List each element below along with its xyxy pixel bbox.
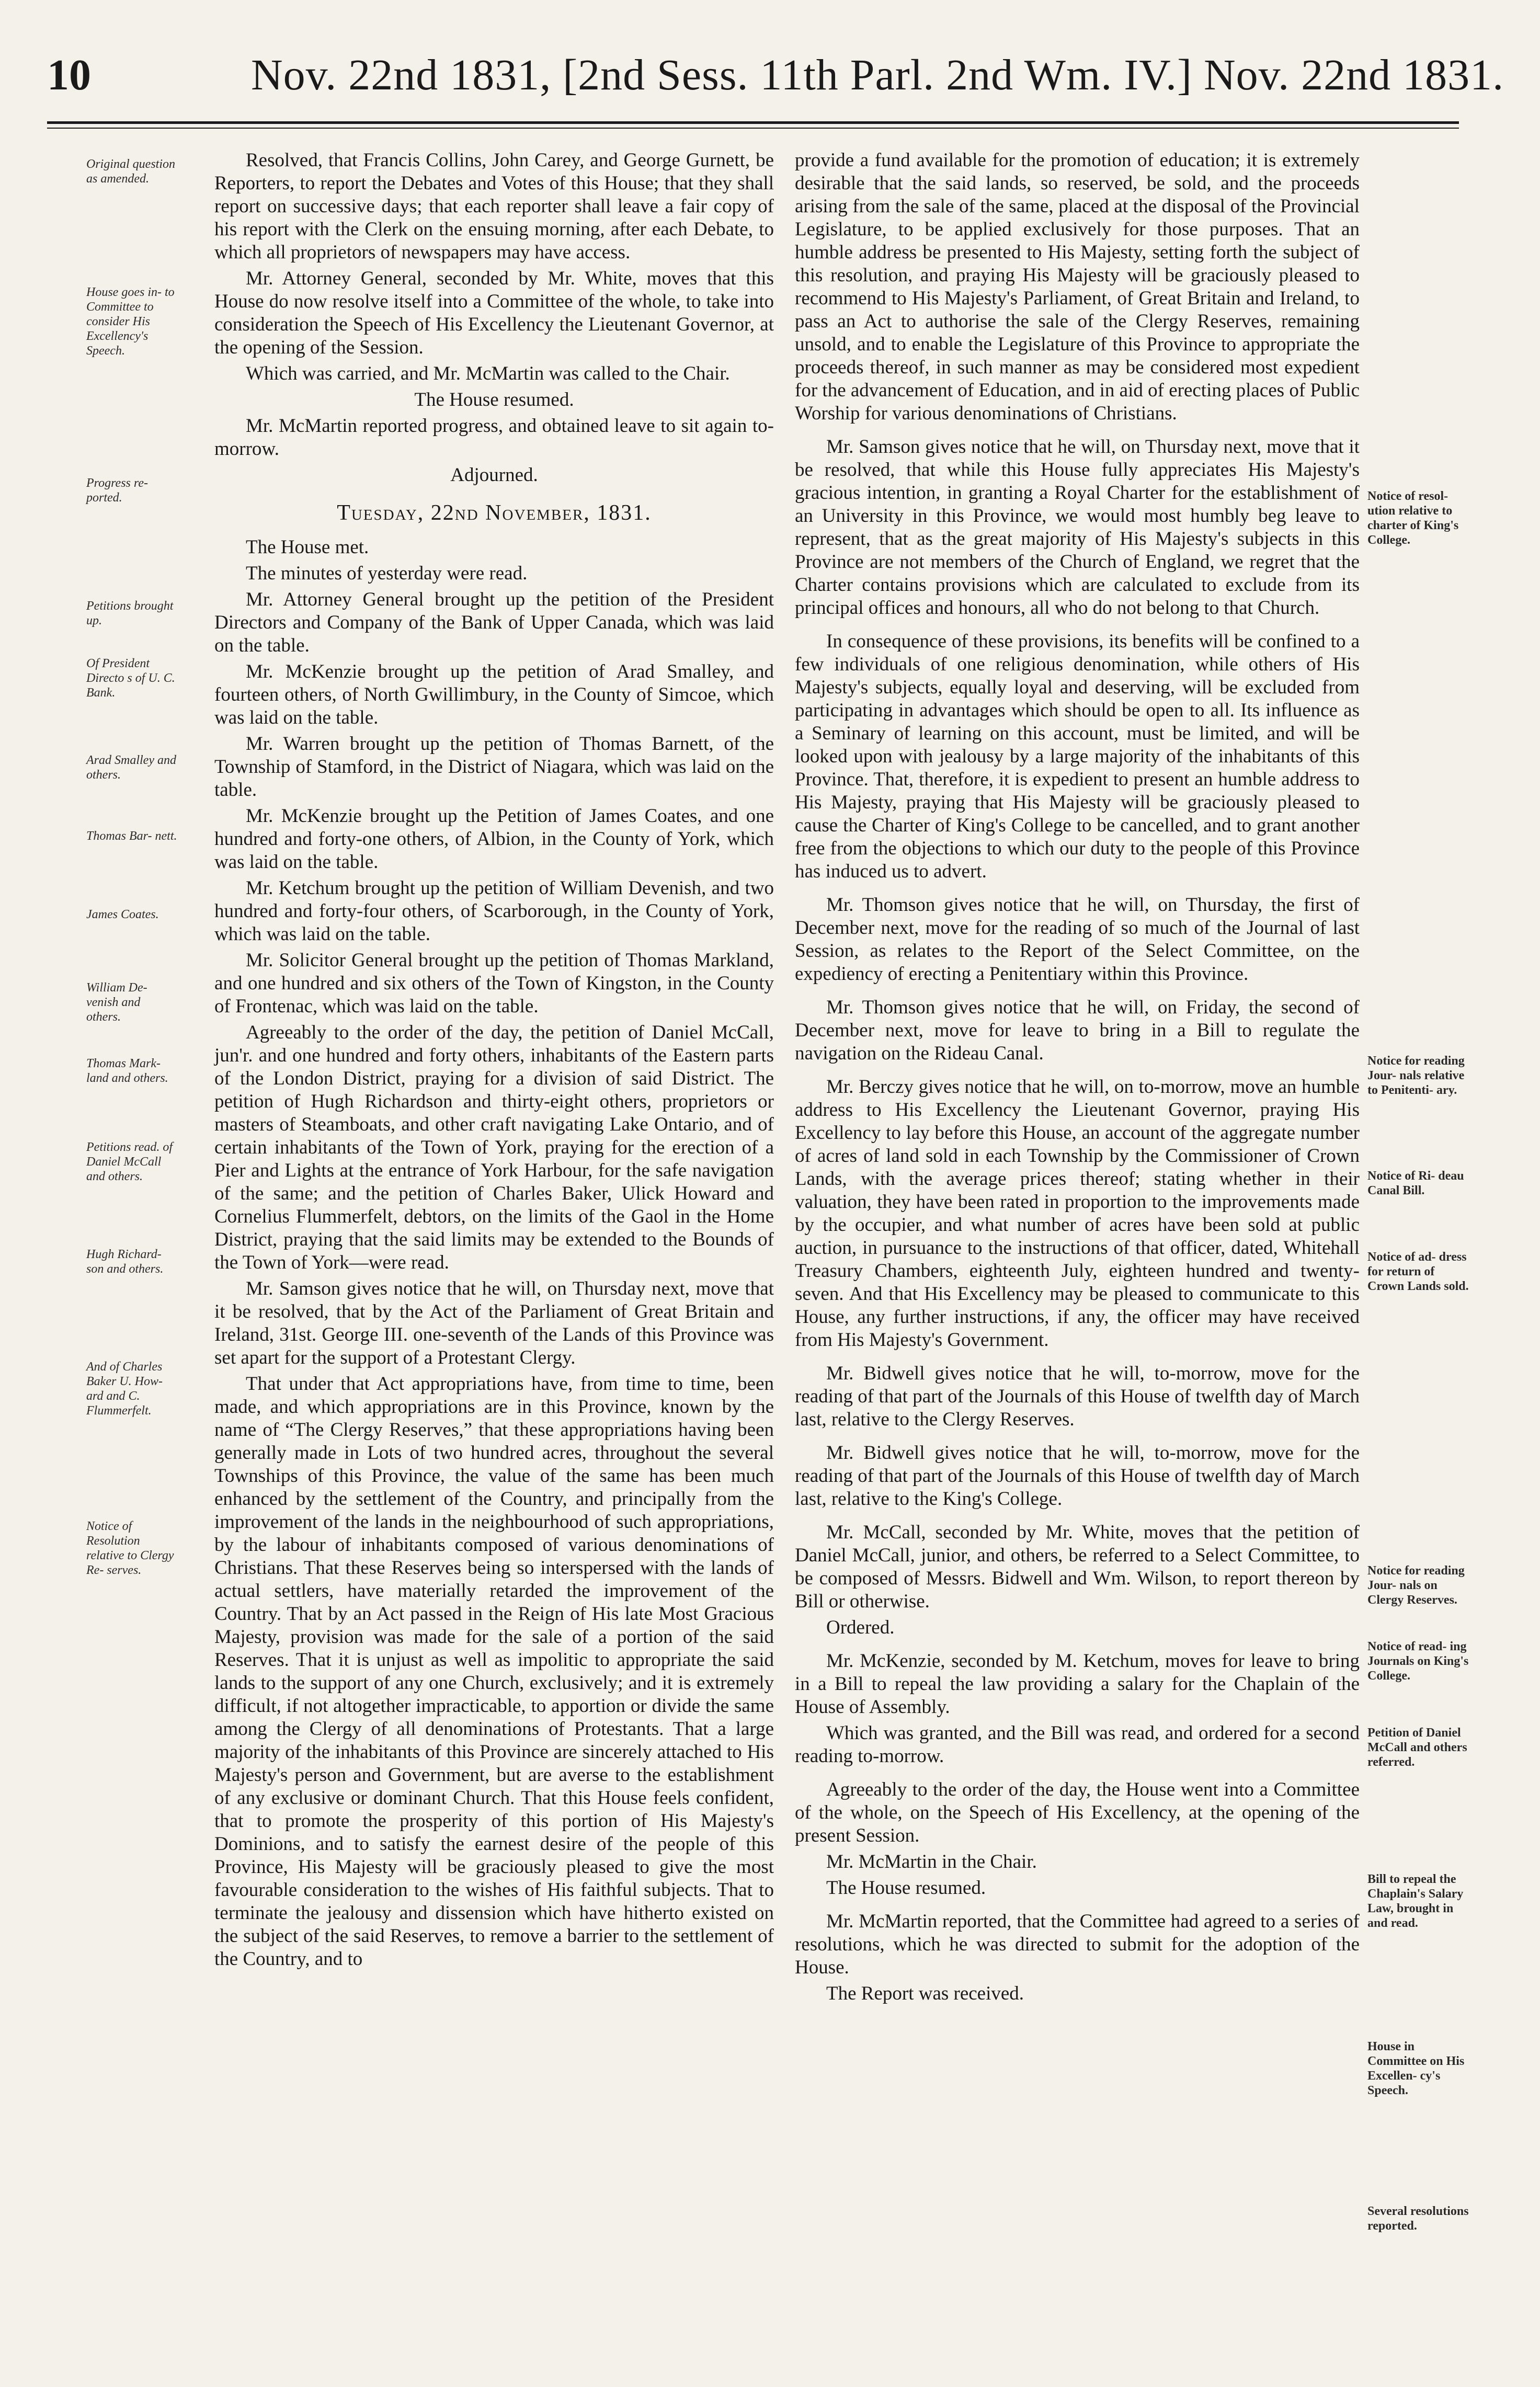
margin-note: Notice for reading Jour- nals on Clergy Reserves. bbox=[1367, 1564, 1465, 1607]
paragraph: Mr. Warren brought up the petition of Thomas Barnett, of the Township of Stamford, in the District of Niagara, which was laid on the table. bbox=[214, 733, 774, 801]
margin-note: Petitions read. of Daniel McCall and others. bbox=[86, 1140, 173, 1183]
paragraph: Mr. McMartin reported progress, and obtained leave to sit again to-morrow. bbox=[214, 415, 774, 460]
paragraph: Resolved, that Francis Collins, John Carey, and George Gurnett, be Reporters, to report the Debates and Votes of this House; that they shall report on successive days; that each reporter shall leave a fair copy of his report with the Clerk on the ensuing morning, after each Debate, to which all proprietors of newspapers may have access. bbox=[214, 150, 774, 263]
paragraph: Which was carried, and Mr. McMartin was called to the Chair. bbox=[246, 363, 730, 384]
margin-note: Notice of read- ing Journals on King's College. bbox=[1367, 1640, 1469, 1683]
paragraph: Ordered. bbox=[826, 1617, 895, 1638]
paragraph: The Report was received. bbox=[826, 1983, 1024, 2004]
margin-note: William De- venish and others. bbox=[86, 981, 147, 1024]
margin-note: Bill to repeal the Chaplain's Salary Law, brought in and read. bbox=[1367, 1872, 1464, 1930]
margin-note: Thomas Bar- nett. bbox=[86, 829, 177, 843]
paragraph: In consequence of these provisions, its benefits will be confined to a few individuals of one religious denomination, while others of His Majesty's subjects, equally loyal and deserving, will be excluded from participating in advantages which should be open to all. Its influence as a Seminary of learning on this account, must be limited, and will be looked upon with jealousy by a large majority of the inhabitants of this Province. That, therefore, it is expedient to present an humble address to His Majesty, praying that His Majesty will be graciously pleased to cause the Charter of King's College to be cancelled, and to grant another free from the objections to which our duty to the people of this Province has induced us to advert. bbox=[795, 631, 1360, 882]
margin-note: Thomas Mark- land and others. bbox=[86, 1057, 168, 1085]
paragraph: Adjourned. bbox=[450, 464, 538, 486]
paragraph: Agreeably to the order of the day, the petition of Daniel McCall, jun'r. and one hundred and forty others, inhabitants of the Eastern parts of the London District, praying for a division of said District. The petition of Hugh Richardson and thirty-eight others, proprietors or masters of Steamboats, and other craft navigating Lake Ontario, and of certain inhabitants of the Town of York, praying for the erection of a Pier and Lights at the entrance of York Harbour, for the safe navigation of the same; and the petition of Charles Baker, Ulick Howard and Cornelius Flummerfelt, debtors, on the limits of the Gaol in the Home District, praying that the said limits may be extended to the Bounds of the Town of York—were read. bbox=[214, 1022, 774, 1273]
header-rule-thin bbox=[47, 128, 1459, 129]
margin-note: House goes in- to Committee to consider His Excellency's Speech. bbox=[86, 285, 175, 358]
paragraph: Mr. McMartin reported, that the Committee had agreed to a series of resolutions, which he was directed to submit for the adoption of the House. bbox=[795, 1911, 1360, 1978]
margin-note: Original question as amended. bbox=[86, 157, 176, 186]
paragraph: Mr. Thomson gives notice that he will, on Thursday, the first of December next, move for the reading of so much of the Journal of last Session, as relates to the Report of the Select Committee, on the expediency of erecting a Penitentiary within this Province. bbox=[795, 894, 1360, 985]
paragraph: Mr. Ketchum brought up the petition of William Devenish, and two hundred and forty-four others, of Scarborough, in the County of York, which was laid on the table. bbox=[214, 877, 774, 945]
page-number: 10 bbox=[47, 51, 91, 99]
margin-note: Arad Smalley and others. bbox=[86, 753, 176, 782]
header-rule bbox=[47, 121, 1459, 124]
margin-note: Notice of resol- ution relative to charter of King's College. bbox=[1367, 489, 1459, 547]
margin-note: Of President Directo s of U. C. Bank. bbox=[86, 657, 175, 700]
paragraph: The House resumed. bbox=[826, 1877, 986, 1899]
running-title: Nov. 22nd 1831, [2nd Sess. 11th Parl. 2nd Wm. IV.] Nov. 22nd 1831. bbox=[251, 51, 1504, 99]
left-column bbox=[214, 149, 774, 1974]
margin-note: Petitions brought up. bbox=[86, 599, 174, 627]
paragraph: Mr. McMartin in the Chair. bbox=[826, 1851, 1037, 1872]
paragraph: Mr. Samson gives notice that he will, on Thursday next, move that it be resolved, that by the Act of the Parliament of Great Britain and Ireland, 31st. George III. one-seventh of the Lands of this Province was set apart for the support of a Protestant Clergy. bbox=[214, 1278, 774, 1368]
margin-note: And of Charles Baker U. How- ard and C. Flummerfelt. bbox=[86, 1360, 163, 1418]
right-column bbox=[795, 149, 1360, 2008]
paragraph: Mr. Berczy gives notice that he will, on to-morrow, move an humble address to His Excellency the Lieutenant Governor, praying His Excellency to lay before this House, an account of the aggregate number of acres of land sold in each Township by the Commissioner of Crown Lands, with the average prices thereof; stating whether in their valuation, they have been rated in proportion to the improvements made by the occupier, and what number of acres have been sold at public auction, in pursuance to the instructions of that officer, dated, Whitehall Treasury Chambers, eighteenth July, eighteen hundred and twenty-seven. And that His Excellency may be pleased to communicate to this House, any further instructions, if any, the officer may have received from His Majesty's Government. bbox=[795, 1076, 1360, 1351]
margin-note: James Coates. bbox=[86, 908, 159, 921]
paragraph: Mr. McKenzie, seconded by M. Ketchum, moves for leave to bring in a Bill to repeal the law providing a salary for the Chaplain of the House of Assembly. bbox=[795, 1650, 1360, 1718]
paragraph: The House met. bbox=[246, 536, 369, 558]
date-heading: Tuesday, 22nd November, 1831. bbox=[337, 501, 652, 525]
paragraph: That under that Act appropriations have, from time to time, been made, and which appropriations are in this Province, known by the name of “The Clergy Reserves,” that these appropriations having been generally made in Lots of two hundred acres, throughout the several Townships of this Province, the value of the same has been much enhanced by the settlement of the Country, and principally from the improvement of the lands in the neighbourhood of such appropriations, by the labour of inhabitants composed of various denominations of Christians. That these Reserves being so interspersed with the lands of actual settlers, have materially retarded the improvement of the Country. That by an Act passed in the Reign of His late Most Gracious Majesty, provision was made for the sale of a portion of the said Reserves. That it is unjust as well as impolitic to appropriate the said lands to the support of any one Church, exclusively; and it is extremely difficult, if not altogether impracticable, to apportion or divide the same among the Clergy of all denominations of Protestants. That a large majority of the inhabitants of this Province are sincerely attached to His Majesty's person and Government, but are averse to the establishment of any exclusive or dominant Church. That this House feels confident, that to promote the prosperity of this portion of His Majesty's Dominions, and to satisfy the earnest desire of the people of this Province, His Majesty will be graciously pleased to give the most favourable consideration to the wishes of His faithful subjects. That to terminate the jealousy and dissension which have hitherto existed on the subject of the said Reserves, to remove a barrier to the settlement of the Country, and to bbox=[214, 1373, 774, 1970]
paragraph: Mr. McCall, seconded by Mr. White, moves that the petition of Daniel McCall, junior, and others, be referred to a Select Committee, to be composed of Messrs. Bidwell and Wm. Wilson, to report thereon by Bill or otherwise. bbox=[795, 1522, 1360, 1612]
paragraph: Mr. Bidwell gives notice that he will, to-morrow, move for the reading of that part of the Journals of this House of twelfth day of March last, relative to the Clergy Reserves. bbox=[795, 1363, 1360, 1430]
paragraph: The minutes of yesterday were read. bbox=[246, 563, 528, 584]
paragraph: Mr. Bidwell gives notice that he will, to-morrow, move for the reading of that part of the Journals of this House of twelfth day of March last, relative to the King's College. bbox=[795, 1442, 1360, 1510]
page-header bbox=[47, 50, 1504, 128]
margin-note: Progress re- ported. bbox=[86, 476, 148, 505]
paragraph: Which was granted, and the Bill was read, and ordered for a second reading to-morrow. bbox=[795, 1722, 1360, 1767]
paragraph: Mr. McKenzie brought up the petition of Arad Smalley, and fourteen others, of North Gwillimbury, in the County of Simcoe, which was laid on the table. bbox=[214, 661, 774, 728]
paragraph: provide a fund available for the promotion of education; it is extremely desirable that the said lands, so reserved, be sold, and the proceeds arising from the sale of the same, placed at the disposal of the Provincial Legislature, to be applied exclusively for those purposes. That an humble address be presented to His Majesty, setting forth the subject of this resolution, and praying His Majesty will be graciously pleased to recommend to His Majesty's Parliament, of Great Britain and Ireland, to pass an Act to authorise the sale of the Clergy Reserves, remaining unsold, and to enable the Legislature of this Province to appropriate the proceeds thereof, in such manner as may be considered most expedient for the advancement of Education, and in aid of erecting places of Public Worship for various denominations of Christians. bbox=[795, 150, 1360, 424]
margin-note: Petition of Daniel McCall and others referred. bbox=[1367, 1726, 1467, 1769]
paragraph: Mr. Attorney General brought up the petition of the President Directors and Company of the Bank of Upper Canada, which was laid on the table. bbox=[214, 589, 774, 656]
paragraph: Mr. Thomson gives notice that he will, on Friday, the second of December next, move for leave to bring in a Bill to regulate the navigation on the Rideau Canal. bbox=[795, 997, 1360, 1064]
margin-note: Notice for reading Jour- nals relative to Penitenti- ary. bbox=[1367, 1054, 1465, 1097]
margin-note: Hugh Richard- son and others. bbox=[86, 1248, 164, 1276]
paragraph: Mr. Samson gives notice that he will, on Thursday next, move that it be resolved, that while this House fully appreciates His Majesty's gracious intention, in granting a Royal Charter for the establishment of an University in this Province, we would most humbly beg leave to represent, that as the great majority of His Majesty's subjects in this Province are not members of the Church of England, we regret that the Charter contains provisions which are calculated to exclude from its principal offices and honours, all who do not belong to that Church. bbox=[795, 436, 1360, 619]
margin-note: House in Committee on His Excellen- cy's Speech. bbox=[1367, 2040, 1465, 2097]
paragraph: Mr. McKenzie brought up the Petition of James Coates, and one hundred and forty-one others, of Albion, in the County of York, which was laid on the table. bbox=[214, 805, 774, 873]
paragraph: Mr. Attorney General, seconded by Mr. White, moves that this House do now resolve itself into a Committee of the whole, to take into consideration the Speech of His Excellency the Lieutenant Governor, at the opening of the Session. bbox=[214, 268, 774, 358]
margin-note: Notice of Resolution relative to Clergy Re- serves. bbox=[86, 1520, 174, 1577]
paragraph: Mr. Solicitor General brought up the petition of Thomas Markland, and one hundred and six others of the Town of Kingston, in the County of Frontenac, which was laid on the table. bbox=[214, 950, 774, 1017]
paragraph: The House resumed. bbox=[414, 389, 574, 410]
margin-note: Notice of Ri- deau Canal Bill. bbox=[1367, 1169, 1464, 1197]
margin-note: Notice of ad- dress for return of Crown Lands sold. bbox=[1367, 1250, 1469, 1293]
margin-note: Several resolutions reported. bbox=[1367, 2205, 1469, 2233]
paragraph: Agreeably to the order of the day, the House went into a Committee of the whole, on the Speech of His Excellency, at the opening of the present Session. bbox=[795, 1779, 1360, 1846]
